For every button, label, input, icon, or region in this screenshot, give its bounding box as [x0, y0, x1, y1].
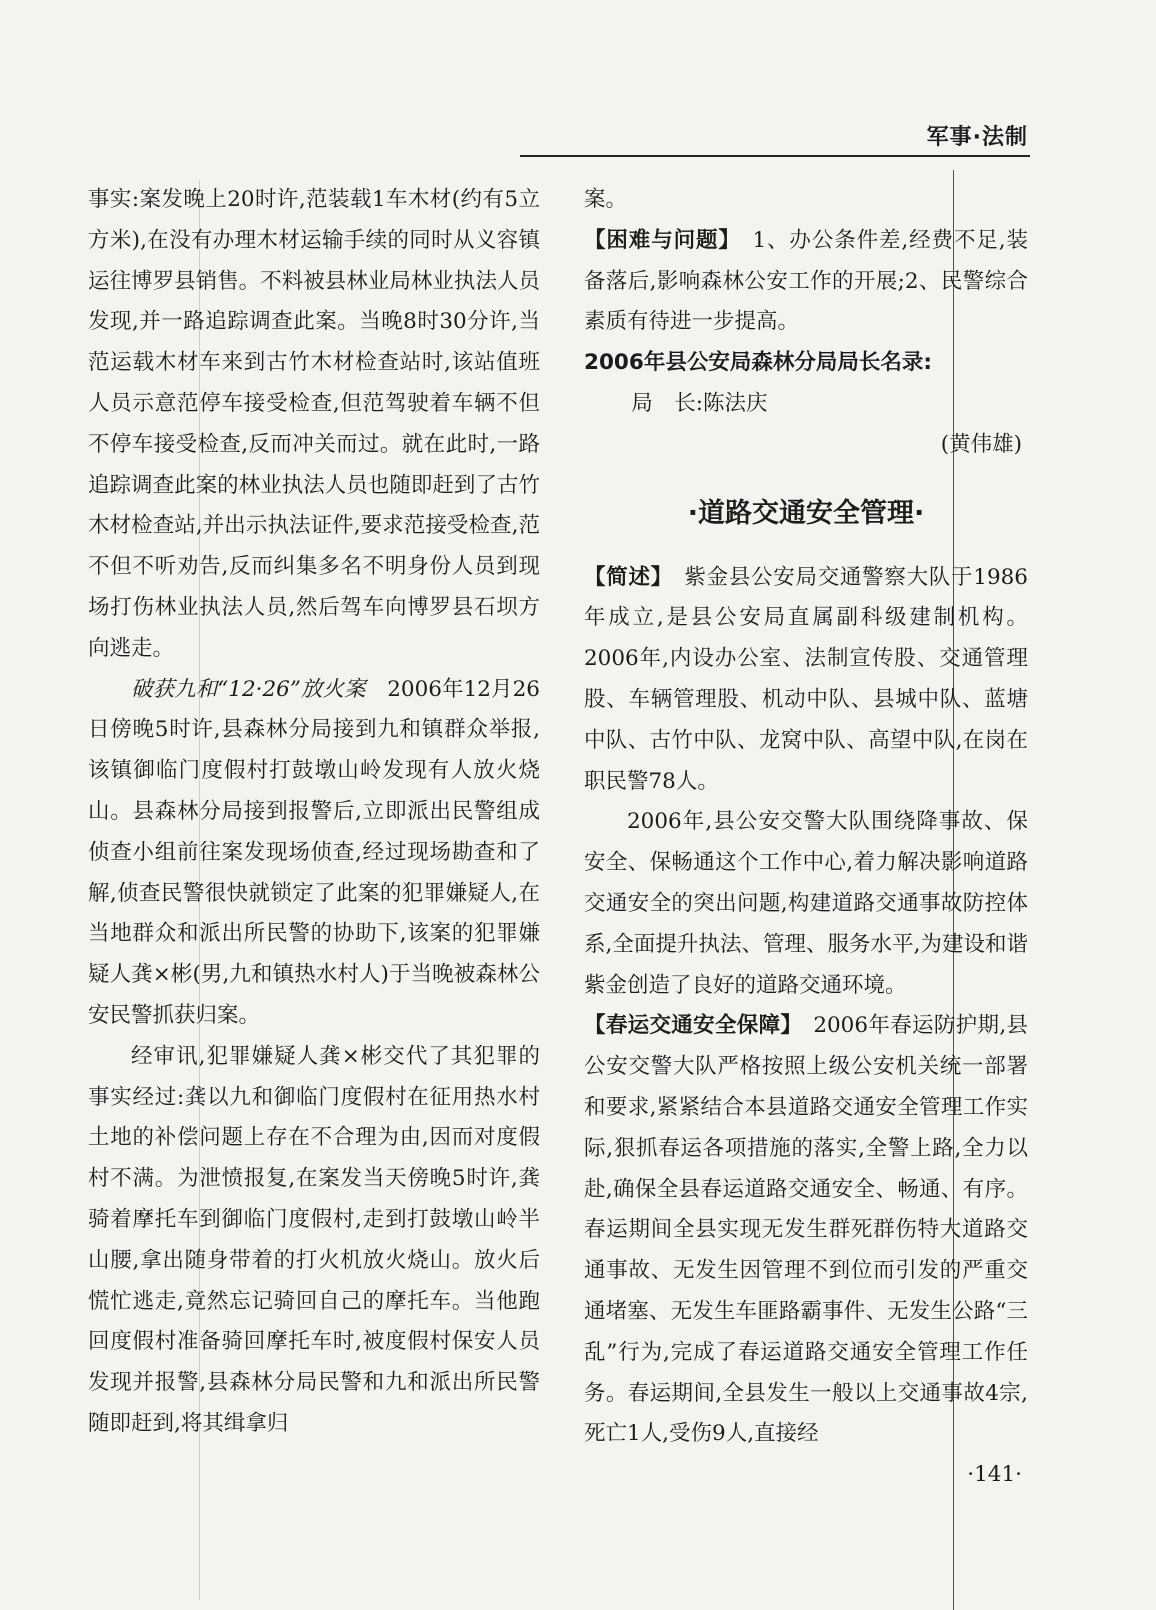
right-column [584, 180, 1028, 1496]
spring-label: 【春运交通安全保障】 [584, 1013, 792, 1039]
spring-paragraph [584, 1006, 1028, 1455]
case2-paragraph [88, 670, 540, 1037]
left-column [88, 180, 540, 1445]
author-credit: (黄伟雄) [940, 431, 1022, 457]
overview-paragraph: 2006年,县公安交警大队围绕降事故、保安全、保畅通这个工作中心,着力解决影响道路交通安全的突出问题,构建道路交通事故防控体系,全面提升执法、管理、服务水平,为建设和谐紫金创造了良好的道路交通环境。 [584, 809, 1028, 998]
roster-title: 2006年县公安局森林分局局长名录: [584, 350, 932, 376]
case2-paragraph-2: 经审讯,犯罪嫌疑人龚×彬交代了其犯罪的事实经过:龚以九和御临门度假村在征用热水村土地的补偿问题上存在不合理为由,因而对度假村不满。为泄愤报复,在案发当天傍晚5时许,龚骑着摩托车到御临门度假村,走到打鼓墩山岭半山腰,拿出随身带着的打火机放火烧山。放火后慌忙逃走,竟然忘记骑回自己的摩托车。当他跑回度假村准备骑回摩托车时,被度假村保安人员发现并报警,县森林分局民警和九和派出所民警随即赶到,将其缉拿归 [88, 1043, 540, 1436]
case2-body: 2006年12月26日傍晚5时许,县森林分局接到九和镇群众举报,该镇御临门度假村打鼓墩山岭发现有人放火烧山。县森林分局接到报警后,立即派出民警组成侦查小组前往案发现场侦查,经过现场勘查和了解,侦查民警很快就锁定了此案的犯罪嫌疑人,在当地群众和派出所民警的协助下,该案的犯罪嫌疑人龚×彬(男,九和镇热水村人)于当晚被森林公安民警抓获归案。 [88, 676, 540, 1028]
difficulty-paragraph [584, 221, 1028, 343]
summary-text: 紫金县公安局交通警察大队于1986年成立,是县公安局直属副科级建制机构。2006年,内设办公室、法制宣传股、交通管理股、车辆管理股、机动中队、县城中队、蓝塘中队、古竹中队、龙窝中队、高望中队,在岗在职民警78人。 [584, 564, 1028, 794]
continued-text: 案。 [584, 187, 628, 212]
difficulty-text: 1、办公条件差,经费不足,装备落后,影响森林公安工作的开展;2、民警综合素质有待进一步提高。 [584, 227, 1028, 335]
case1-paragraph: 事实:案发晚上20时许,范装载1车木材(约有5立方米),在没有办理木材运输手续的同时从义容镇运往博罗县销售。不料被县林业局林业执法人员发现,并一路追踪调查此案。当晚8时30分许,当范运载木材车来到古竹木材检查站时,该站值班人员示意范停车接受检查,但范驾驶着车辆不但不停车接受检查,反而冲关而过。就在此时,一路追踪调查此案的林业执法人员也随即赶到了古竹木材检查站,并出示执法证件,要求范接受检查,范不但不听劝告,反而纠集多名不明身份人员到现场打伤林业执法人员,然后驾车向博罗县石坝方向逃走。 [88, 187, 540, 661]
summary-paragraph [584, 558, 1028, 803]
section-title: ·道路交通安全管理· [687, 497, 925, 529]
header-rule [520, 155, 1030, 157]
difficulty-label: 【困难与问题】 [584, 227, 731, 253]
section-header: 军事·法制 [926, 125, 1028, 150]
case2-title: 破获九和“12·26”放火案 [131, 676, 366, 702]
summary-label: 【简述】 [584, 564, 663, 590]
roster-entry: 局 长:陈法庆 [631, 390, 768, 416]
spring-text: 2006年春运防护期,县公安交警大队严格按照上级公安机关统一部署和要求,紧紧结合本县道路交通安全管理工作实际,狠抓春运各项措施的落实,全警上路,全力以赴,确保全县春运道路交通安全、畅通、有序。春运期间全县实现无发生群死群伤特大道路交通事故、无发生因管理不到位而引发的严重交通堵塞、无发生车匪路霸事件、无发生公路“三乱”行为,完成了春运道路交通安全管理工作任务。春运期间,全县发生一般以上交通事故4宗,死亡1人,受伤9人,直接经 [584, 1013, 1028, 1447]
page-number: ·141· [967, 1462, 1022, 1488]
